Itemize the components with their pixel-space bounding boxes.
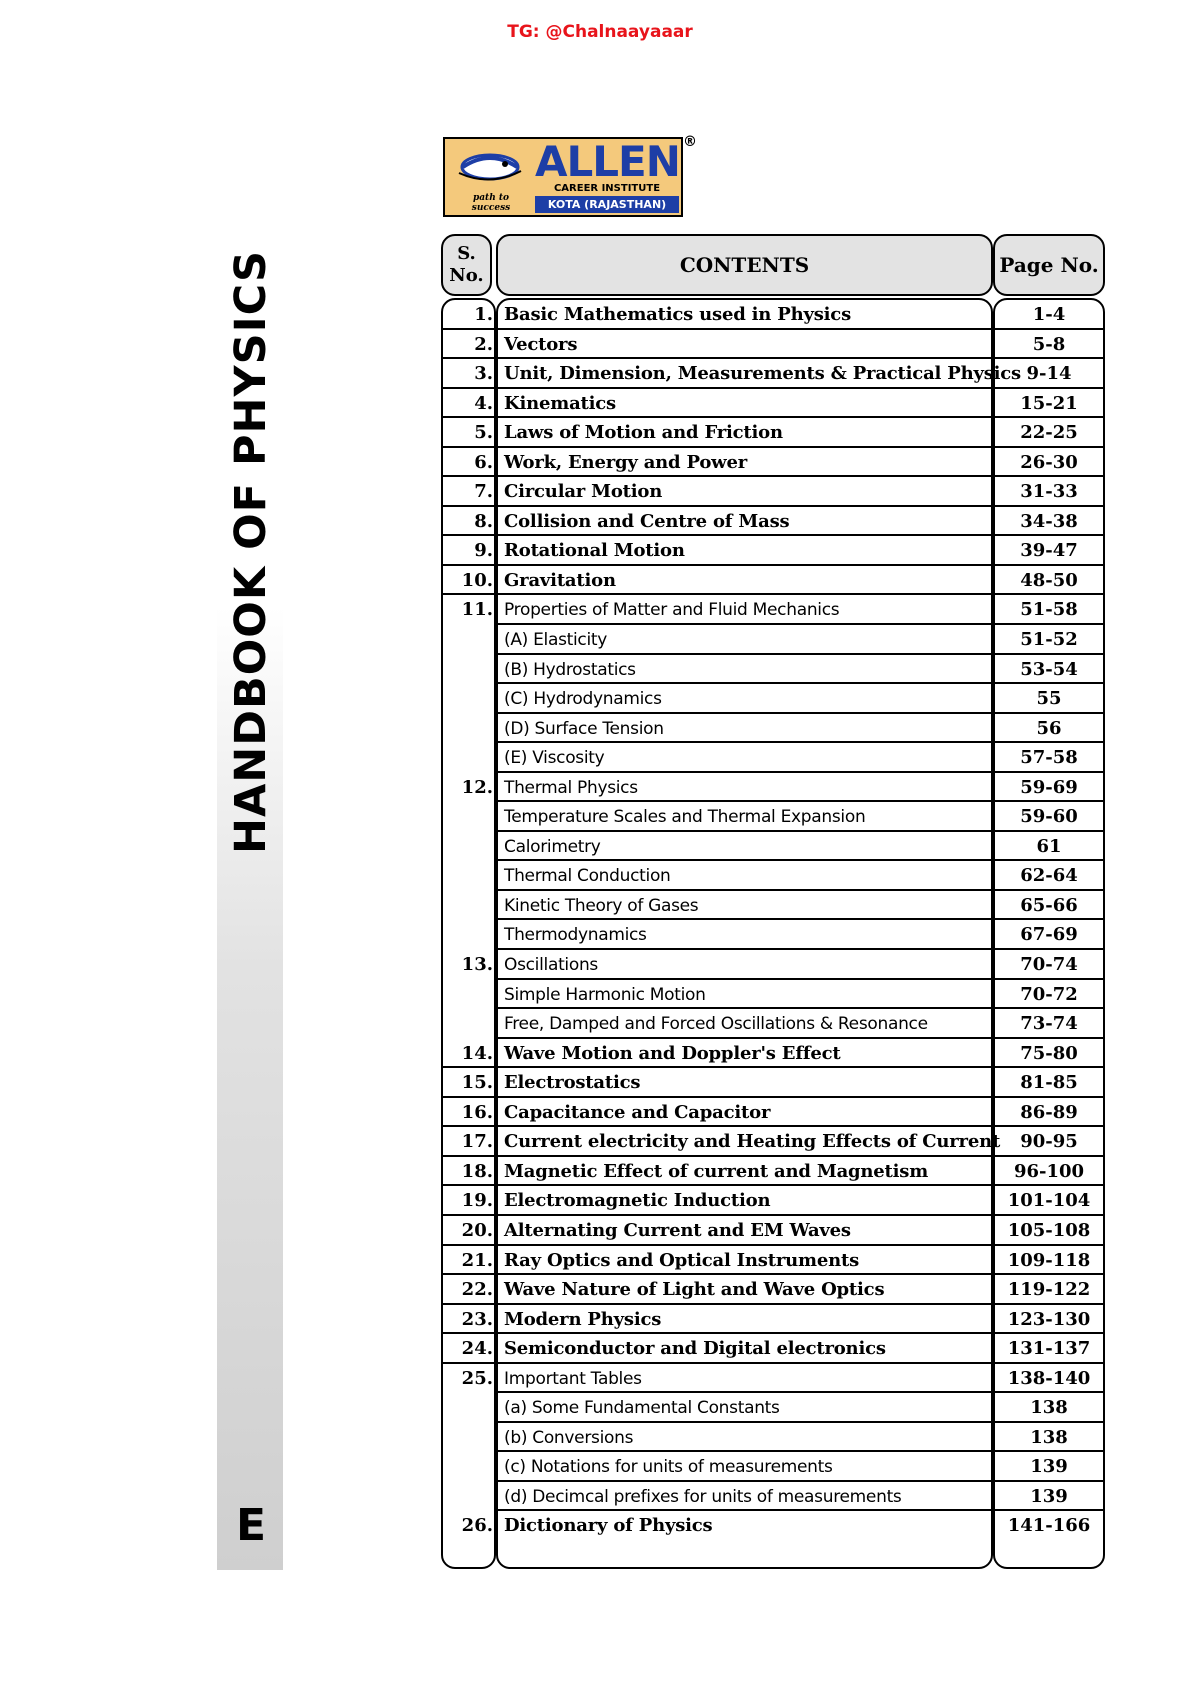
toc-row [443,1098,1103,1128]
toc-sno: 14. [461,1042,493,1064]
toc-title: Dictionary of Physics [504,1515,713,1537]
toc-sno: 6. [474,451,493,473]
toc-subrow [443,625,1103,655]
logo-tagline: path to success [471,193,511,213]
toc-title: Important Tables [504,1368,642,1389]
toc-title: Alternating Current and EM Waves [504,1219,851,1241]
toc-title: Thermal Physics [504,777,638,798]
toc-title: (D) Surface Tension [504,718,664,739]
toc-page: 119-122 [1007,1279,1091,1301]
toc-page: 1-4 [1032,304,1066,325]
toc-title: Thermodynamics [504,925,647,946]
toc-page: 65-66 [1020,894,1078,916]
toc-subrow [443,714,1103,744]
toc-sno [443,684,493,713]
toc-sno: 16. [461,1101,493,1123]
toc-subrow [443,1482,1103,1512]
toc-page: 9-14 [1026,363,1072,385]
toc-sno [443,655,493,684]
toc-page: 70-74 [1020,954,1078,976]
toc-page: 26-30 [1020,451,1078,473]
toc-subrow [443,891,1103,921]
toc-sno: 22. [461,1279,493,1301]
toc-page: 138-140 [1007,1367,1091,1389]
toc-sno [443,1393,493,1422]
toc-subrow [443,832,1103,862]
toc-page: 96-100 [1013,1160,1085,1182]
toc-title: Electromagnetic Induction [504,1190,771,1212]
toc-row [443,1157,1103,1187]
toc-page: 139 [1030,1456,1068,1478]
toc-title: Wave Motion and Doppler's Effect [504,1042,841,1064]
toc-sno: 17. [461,1131,493,1153]
toc-page: 53-54 [1020,658,1078,680]
toc-row [443,448,1103,478]
toc-title: Magnetic Effect of current and Magnetism [504,1160,929,1182]
toc-subrow [443,1423,1103,1453]
side-letter: E [235,1500,267,1551]
toc-page: 138 [1030,1397,1068,1419]
toc-row [443,330,1103,360]
toc-sno: 13. [461,954,493,976]
toc-page: 51-58 [1020,599,1078,621]
side-title: HANDBOOK OF PHYSICS [226,250,276,854]
toc-title: (B) Hydrostatics [504,659,636,680]
toc-sno [443,625,493,654]
toc-page: 48-50 [1020,569,1078,591]
toc-row [443,507,1103,537]
toc-row [443,1511,1103,1541]
toc-title: Vectors [504,333,578,355]
toc-sno: 15. [461,1072,493,1094]
toc-title: Wave Nature of Light and Wave Optics [504,1279,885,1301]
toc-page: 90-95 [1020,1131,1078,1153]
toc-page: 56 [1036,717,1062,739]
toc-row [443,1186,1103,1216]
toc-title: (A) Elasticity [504,630,608,651]
toc-subrow [443,1393,1103,1423]
toc-page: 123-130 [1007,1308,1091,1330]
contents-table [443,300,1103,1541]
toc-row [443,1127,1103,1157]
toc-title: Laws of Motion and Friction [504,422,783,444]
toc-title: Kinematics [504,392,616,414]
toc-row [443,1364,1103,1394]
toc-title: (b) Conversions [504,1427,634,1448]
toc-page: 59-60 [1020,806,1078,828]
toc-title: Modern Physics [504,1308,662,1330]
registered-mark: ® [683,134,697,150]
toc-row [443,536,1103,566]
toc-sno: 20. [461,1219,493,1241]
toc-title: Basic Mathematics used in Physics [504,304,852,325]
toc-page: 101-104 [1007,1190,1091,1212]
toc-title: Collision and Centre of Mass [504,510,790,532]
toc-title: Work, Energy and Power [504,451,747,473]
toc-row [443,595,1103,625]
toc-sno [443,1452,493,1481]
toc-page: 141-166 [1007,1515,1091,1537]
toc-sno [443,1423,493,1452]
toc-sno [443,832,493,861]
toc-page: 86-89 [1020,1101,1078,1123]
toc-title: Thermal Conduction [504,866,671,887]
toc-row [443,418,1103,448]
toc-sno: 23. [461,1308,493,1330]
toc-row [443,773,1103,803]
toc-row [443,1068,1103,1098]
toc-sno: 26. [461,1515,493,1537]
toc-title: Calorimetry [504,836,601,857]
toc-sno: 5. [474,422,493,444]
toc-page: 57-58 [1020,747,1078,769]
logo-subtitle: CAREER INSTITUTE [553,183,661,194]
toc-title: Temperature Scales and Thermal Expansion [504,807,866,828]
toc-page: 138 [1030,1426,1068,1448]
toc-sno [443,891,493,920]
toc-page: 61 [1036,835,1062,857]
toc-title: Kinetic Theory of Gases [504,895,699,916]
toc-title: (C) Hydrodynamics [504,689,662,710]
toc-page: 34-38 [1020,510,1078,532]
toc-page: 75-80 [1020,1042,1078,1064]
toc-sno [443,861,493,890]
toc-page: 15-21 [1020,392,1078,414]
header-contents: CONTENTS [496,234,993,296]
toc-title: Semiconductor and Digital electronics [504,1338,886,1360]
header-sno: S. No. [441,234,492,296]
toc-title: Unit, Dimension, Measurements & Practical Physics [504,363,1021,385]
toc-subrow [443,1452,1103,1482]
toc-title: Circular Motion [504,481,663,503]
toc-page: 73-74 [1020,1013,1078,1035]
toc-title: Rotational Motion [504,540,685,562]
toc-sno [443,1482,493,1511]
toc-sno: 10. [461,569,493,591]
toc-title: Properties of Matter and Fluid Mechanics [504,600,840,621]
watermark-text: TG: @Chalnaayaaar [507,22,693,42]
toc-row [443,477,1103,507]
header-page: Page No. [993,234,1105,296]
toc-title: Capacitance and Capacitor [504,1101,771,1123]
toc-sno: 7. [474,481,493,503]
toc-row [443,1246,1103,1276]
toc-subrow [443,1009,1103,1039]
toc-page: 22-25 [1020,422,1078,444]
toc-page: 109-118 [1007,1249,1091,1271]
toc-page: 67-69 [1020,924,1078,946]
toc-sno: 3. [474,363,493,385]
toc-subrow [443,802,1103,832]
toc-row [443,1275,1103,1305]
toc-sno: 12. [461,776,493,798]
toc-sno [443,920,493,949]
toc-row [443,1039,1103,1069]
toc-sno: 18. [461,1160,493,1182]
toc-title: Gravitation [504,569,616,591]
toc-page: 5-8 [1032,333,1066,355]
toc-sno: 8. [474,510,493,532]
toc-sno: 25. [461,1367,493,1389]
toc-sno: 21. [461,1249,493,1271]
toc-page: 39-47 [1020,540,1078,562]
toc-sno [443,980,493,1009]
toc-sno [443,802,493,831]
toc-sno: 24. [461,1338,493,1360]
toc-subrow [443,684,1103,714]
toc-sno: 9. [474,540,493,562]
toc-subrow [443,861,1103,891]
toc-title: Electrostatics [504,1072,641,1094]
toc-page: 139 [1030,1485,1068,1507]
toc-title: Free, Damped and Forced Oscillations & Resonance [504,1014,928,1035]
toc-row [443,950,1103,980]
toc-row [443,389,1103,419]
toc-sno: 2. [474,333,493,355]
toc-row [443,1334,1103,1364]
toc-subrow [443,920,1103,950]
toc-title: Current electricity and Heating Effects of Current [504,1131,1001,1153]
toc-row [443,359,1103,389]
toc-sno: 1. [474,304,493,325]
toc-title: (d) Decimcal prefixes for units of measurements [504,1486,902,1507]
toc-title: (E) Viscosity [504,748,605,769]
toc-page: 105-108 [1007,1219,1091,1241]
toc-sno: 4. [474,392,493,414]
toc-title: Simple Harmonic Motion [504,984,706,1005]
toc-page: 70-72 [1020,983,1078,1005]
logo-name: ALLEN [535,137,680,186]
toc-sno: 19. [461,1190,493,1212]
toc-page: 62-64 [1020,865,1078,887]
toc-page: 31-33 [1020,481,1078,503]
toc-title: (a) Some Fundamental Constants [504,1398,780,1419]
toc-sno: 11. [461,599,493,621]
toc-sno [443,714,493,743]
toc-title: Oscillations [504,955,598,976]
toc-page: 59-69 [1020,776,1078,798]
toc-page: 51-52 [1020,629,1078,651]
toc-subrow [443,655,1103,685]
toc-row [443,566,1103,596]
toc-row [443,1305,1103,1335]
toc-row [443,300,1103,330]
toc-row [443,1216,1103,1246]
toc-sno [443,1009,493,1038]
toc-title: Ray Optics and Optical Instruments [504,1249,860,1271]
toc-subrow [443,743,1103,773]
toc-title: (c) Notations for units of measurements [504,1457,833,1478]
toc-page: 131-137 [1007,1338,1091,1360]
toc-page: 55 [1036,688,1062,710]
toc-page: 81-85 [1020,1072,1078,1094]
allen-logo [443,137,683,217]
toc-sno [443,743,493,772]
toc-subrow [443,980,1103,1010]
logo-city: KOTA (RAJASTHAN) [535,196,679,213]
